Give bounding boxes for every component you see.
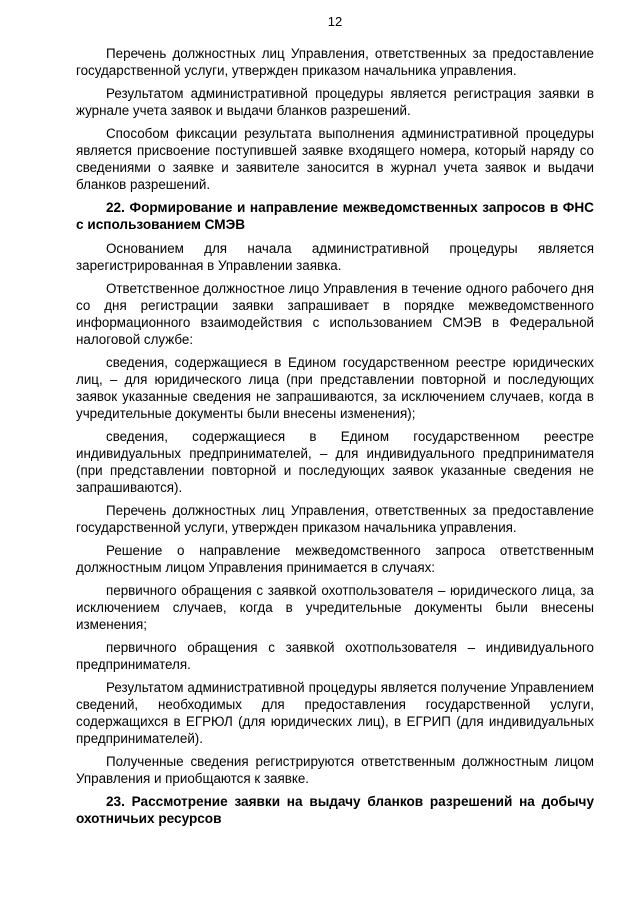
section-heading-23: 23. Рассмотрение заявки на выдачу бланков разрешений на добычу охотничьих ресурсов (76, 794, 594, 826)
paragraph-case-entrepreneur: первичного обращения с заявкой охотпользователя – индивидуального предпринимателя. (76, 640, 594, 672)
page-number: 12 (327, 14, 343, 29)
paragraph-case-legal-entity: первичного обращения с заявкой охотпользователя – юридического лица, за исключением случаев, когда в учредительные документы были внесены изменения; (76, 583, 594, 632)
paragraph-request-decision: Решение о направление межведомственного запроса ответственным должностным лицом Управления принимается в случаях: (76, 543, 594, 575)
paragraph-info-registration: Полученные сведения регистрируются ответственным должностным лицом Управления и приобщаются к заявке. (76, 754, 594, 786)
paragraph-fixation-method: Способом фиксации результата выполнения административной процедуры является присвоение поступившей заявке входящего номера, который наряду со сведениями о заявке и заявителе заносится в журнал учета заявок и выдачи бланков разрешений. (76, 126, 594, 192)
paragraph-egrul-info: сведения, содержащиеся в Едином государственном реестре юридических лиц, – для юридического лица (при представлении повторной и последующих заявок указанные сведения не запрашиваются, за исключением случаев, когда в учредительные документы были внесены изменения); (76, 355, 594, 421)
document-page (76, 14, 594, 834)
paragraph-responsible-officials: Перечень должностных лиц Управления, ответственных за предоставление государственной услуги, утвержден приказом начальника управления. (76, 46, 594, 78)
paragraph-responsible-officials-repeat: Перечень должностных лиц Управления, ответственных за предоставление государственной услуги, утвержден приказом начальника управления. (76, 503, 594, 535)
paragraph-egrip-info: сведения, содержащиеся в Едином государственном реестре индивидуальных предпринимателей, – для индивидуального предпринимателя (при представлении повторной и последующих заявок указанные сведения не запрашиваются). (76, 429, 594, 495)
paragraph-request-to-tax-service: Ответственное должностное лицо Управления в течение одного рабочего дня со дня регистрации заявки запрашивает в порядке межведомственного информационного взаимодействия с использованием СМЭВ в Федеральной налоговой службе: (76, 281, 594, 347)
paragraph-procedure-result-registration: Результатом административной процедуры является регистрация заявки в журнале учета заявок и выдачи бланков разрешений. (76, 86, 594, 118)
section-heading-22: 22. Формирование и направление межведомственных запросов в ФНС с использованием СМЭВ (76, 200, 594, 232)
paragraph-procedure-result-info: Результатом административной процедуры является получение Управлением сведений, необходимых для предоставления государственной услуги, содержащихся в ЕГРЮЛ (для юридических лиц), в ЕГРИП (для индивидуальных предпринимателей). (76, 680, 594, 746)
paragraph-procedure-basis: Основанием для начала административной процедуры является зарегистрированная в Управлении заявка. (76, 241, 594, 273)
